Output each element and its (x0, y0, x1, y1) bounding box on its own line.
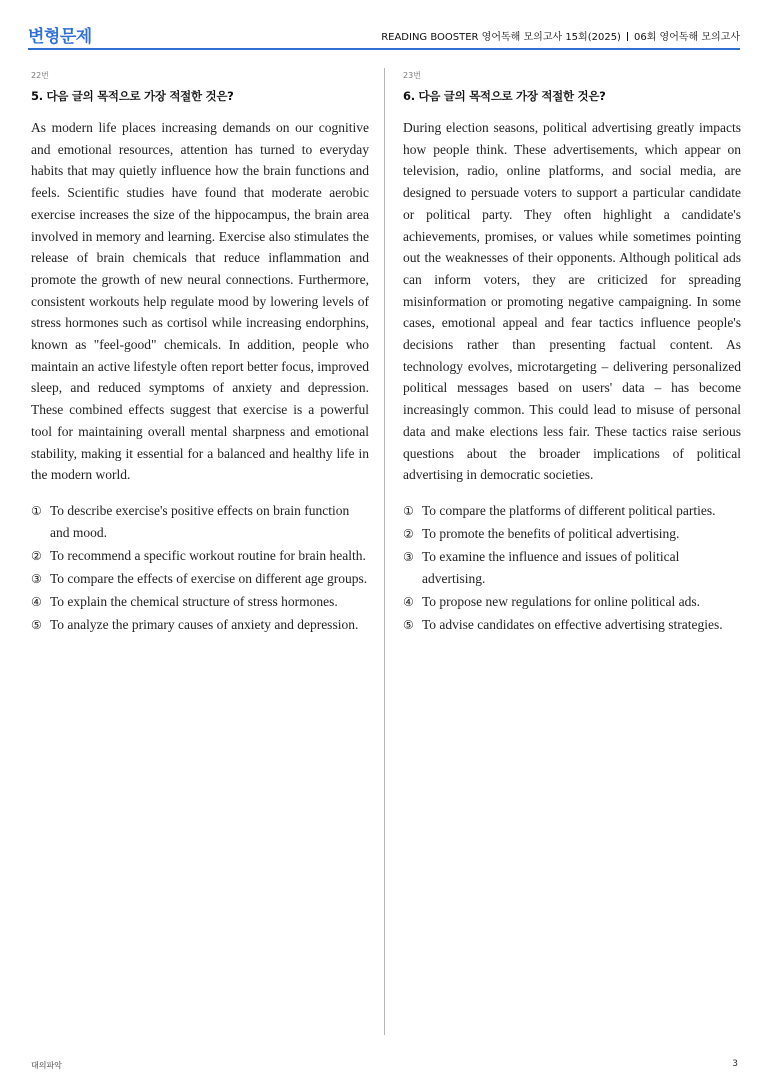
brand-title: 변형문제 (28, 27, 92, 47)
choice-text: To compare the effects of exercise on different age groups. (50, 570, 368, 586)
choice-text: To advise candidates on effective advertising strategies. (422, 616, 723, 632)
choice-text: To explain the chemical structure of stress hormones. (50, 593, 338, 609)
choice-marker: ⑤ (31, 617, 42, 632)
column-divider (384, 68, 385, 1035)
separator (627, 32, 628, 41)
page-header (28, 20, 740, 50)
question-column-left (31, 70, 369, 637)
answer-choices (31, 500, 369, 636)
choice-marker: ③ (31, 571, 42, 586)
choice-text: To examine the influence and issues of political advertising. (422, 548, 680, 586)
footer-label: 대의파악 (31, 1061, 62, 1070)
answer-choice-1[interactable] (31, 500, 369, 544)
question-title: 6. 다음 글의 목적으로 가장 적절한 것은? (403, 89, 606, 103)
answer-choice-5[interactable] (403, 614, 741, 636)
answer-choice-2[interactable] (403, 523, 741, 545)
choice-marker: ④ (403, 594, 414, 609)
answer-choice-1[interactable] (403, 500, 741, 522)
choice-marker: ② (403, 526, 414, 541)
question-column-right (403, 70, 741, 637)
choice-text: To compare the platforms of different political parties. (422, 502, 716, 518)
choice-text: To analyze the primary causes of anxiety and depression. (50, 616, 359, 632)
choice-marker: ⑤ (403, 617, 414, 632)
choice-marker: ② (31, 548, 42, 563)
reading-passage: During election seasons, political advertising greatly impacts how people think. These advertisements, which appear on television, radio, online platforms, and social media, are designed to persuade voters to support a particular candidate or political party. They often highlight a candidate's achievements, promises, or values while sometimes pointing out the weaknesses of their opponents. Although political ads can inform voters, they are criticized for spreading misinformation or promoting negative campaigning. In some cases, emotional appeal and fear tactics influence people's decisions rather than presenting factual content. As technology evolves, microtargeting – delivering personalized political messages based on users' data – has become increasingly common. This could lead to misuse of personal data and make elections less fair. These tactics raise serious questions about the broader implications of political advertising in democratic societies. (403, 120, 741, 483)
answer-choice-3[interactable] (403, 546, 741, 590)
question-number: 23번 (403, 71, 421, 80)
question-title: 5. 다음 글의 목적으로 가장 적절한 것은? (31, 89, 234, 103)
choice-text: To promote the benefits of political advertising. (422, 525, 680, 541)
choice-marker: ④ (31, 594, 42, 609)
answer-choice-3[interactable] (31, 568, 369, 590)
series-title: READING BOOSTER 영어독해 모의고사 15회(2025) (381, 32, 621, 43)
question-number: 22번 (31, 71, 49, 80)
choice-marker: ③ (403, 549, 414, 564)
exam-title: 06회 영어독해 모의고사 (633, 32, 740, 43)
answer-choice-2[interactable] (31, 545, 369, 567)
choice-text: To recommend a specific workout routine for brain health. (50, 547, 366, 563)
choice-text: To describe exercise's positive effects on brain function and mood. (50, 502, 350, 540)
answer-choice-5[interactable] (31, 614, 369, 636)
answer-choices (403, 500, 741, 636)
page-number: 3 (732, 1059, 738, 1069)
choice-marker: ① (31, 503, 42, 518)
reading-passage: As modern life places increasing demands on our cognitive and emotional resources, attention has turned to everyday habits that may quietly influence how the brain functions and feels. Scientific studies have found that moderate aerobic exercise increases the size of the hippocampus, the brain area involved in memory and learning. Exercise also stimulates the release of brain chemicals that reduce inflammation and promote the growth of new neural connections. Furthermore, consistent workouts help regulate mood by lowering levels of stress hormones such as cortisol while increasing endorphins, known as "feel-good" chemicals. In addition, people who maintain an active lifestyle often report better focus, improved sleep, and reduced symptoms of anxiety and depression. These combined effects suggest that exercise is a powerful tool for maintaining overall mental sharpness and emotional stability, making it essential for a balanced and healthy life in the modern world. (31, 120, 369, 483)
choice-text: To propose new regulations for online political ads. (422, 593, 700, 609)
answer-choice-4[interactable] (403, 591, 741, 613)
exam-info (381, 28, 740, 43)
answer-choice-4[interactable] (31, 591, 369, 613)
choice-marker: ① (403, 503, 414, 518)
